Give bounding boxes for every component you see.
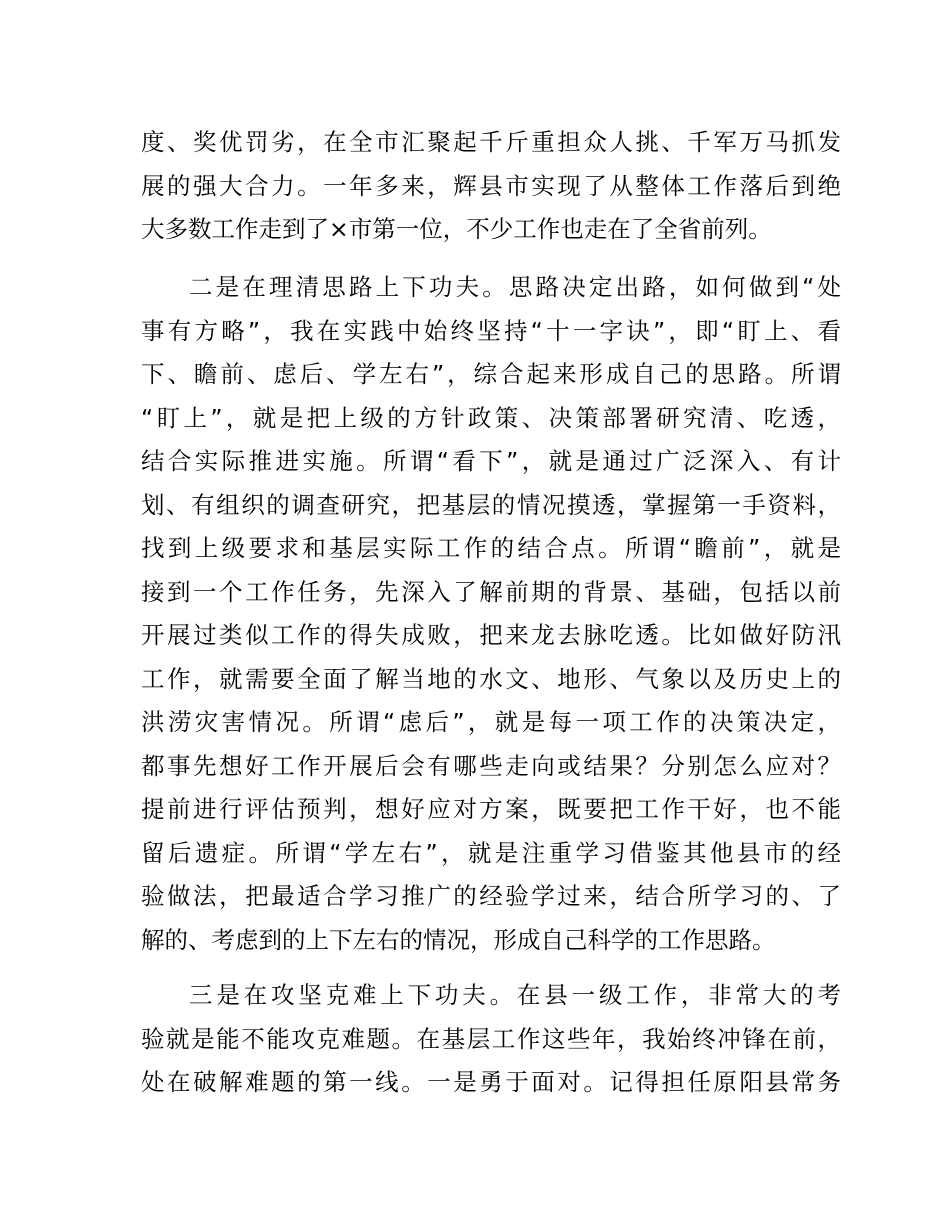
text-line: 都事先想好工作开展后会有哪些走向或结果？分别怎么应对？ bbox=[141, 751, 841, 780]
text-line: 度、奖优罚劣，在全市汇聚起千斤重担众人挑、千军万马抓发 bbox=[141, 128, 841, 156]
text-line: 提前进行评估预判，想好应对方案，既要把工作干好，也不能 bbox=[141, 795, 841, 823]
text-line: 解的、考虑到的上下左右的情况，形成自己科学的工作思路。 bbox=[141, 925, 776, 954]
text-line: “盯上”，就是把上级的方针政策、决策部署研究清、吃透， bbox=[141, 403, 841, 432]
paragraph-2 bbox=[141, 266, 841, 962]
paragraph-1 bbox=[141, 121, 841, 252]
text-line: 划、有组织的调查研究，把基层的情况摸透，掌握第一手资料， bbox=[141, 490, 841, 519]
text-line: 处在破解难题的第一线。一是勇于面对。记得担任原阳县常务 bbox=[141, 1068, 841, 1096]
text-line: 结合实际推进实施。所谓“看下”，就是通过广泛深入、有计 bbox=[141, 447, 841, 475]
text-line: 找到上级要求和基层实际工作的结合点。所谓“瞻前”，就是 bbox=[141, 534, 841, 562]
text-line: 验做法，把最适合学习推广的经验学过来，结合所学习的、了 bbox=[141, 882, 841, 910]
text-line: 验就是能不能攻克难题。在基层工作这些年，我始终冲锋在前， bbox=[141, 1024, 841, 1053]
text-line: 展的强大合力。一年多来，辉县市实现了从整体工作落后到绝 bbox=[141, 171, 841, 200]
text-line: 工作，就需要全面了解当地的水文、地形、气象以及历史上的 bbox=[141, 664, 841, 693]
text-line: 洪涝灾害情况。所谓“虑后”，就是每一项工作的决策决定， bbox=[141, 708, 841, 736]
text-line: 三是在攻坚克难上下功夫。在县一级工作，非常大的考 bbox=[189, 981, 841, 1009]
text-line: 事有方略”，我在实践中始终坚持“十一字诀”，即“盯上、看 bbox=[141, 316, 841, 345]
text-line: 留后遗症。所谓“学左右”，就是注重学习借鉴其他县市的经 bbox=[141, 838, 841, 867]
text-line: 二是在理清思路上下功夫。思路决定出路，如何做到“处 bbox=[189, 273, 841, 301]
text-line: 大多数工作走到了×市第一位，不少工作也走在了全省前列。 bbox=[141, 215, 772, 243]
paragraph-3 bbox=[141, 974, 841, 1105]
text-line: 接到一个工作任务，先深入了解前期的背景、基础，包括以前 bbox=[141, 577, 841, 606]
text-line: 下、瞻前、虑后、学左右”，综合起来形成自己的思路。所谓 bbox=[141, 360, 841, 388]
text-line: 开展过类似工作的得失成败，把来龙去脉吃透。比如做好防汛 bbox=[141, 621, 841, 649]
